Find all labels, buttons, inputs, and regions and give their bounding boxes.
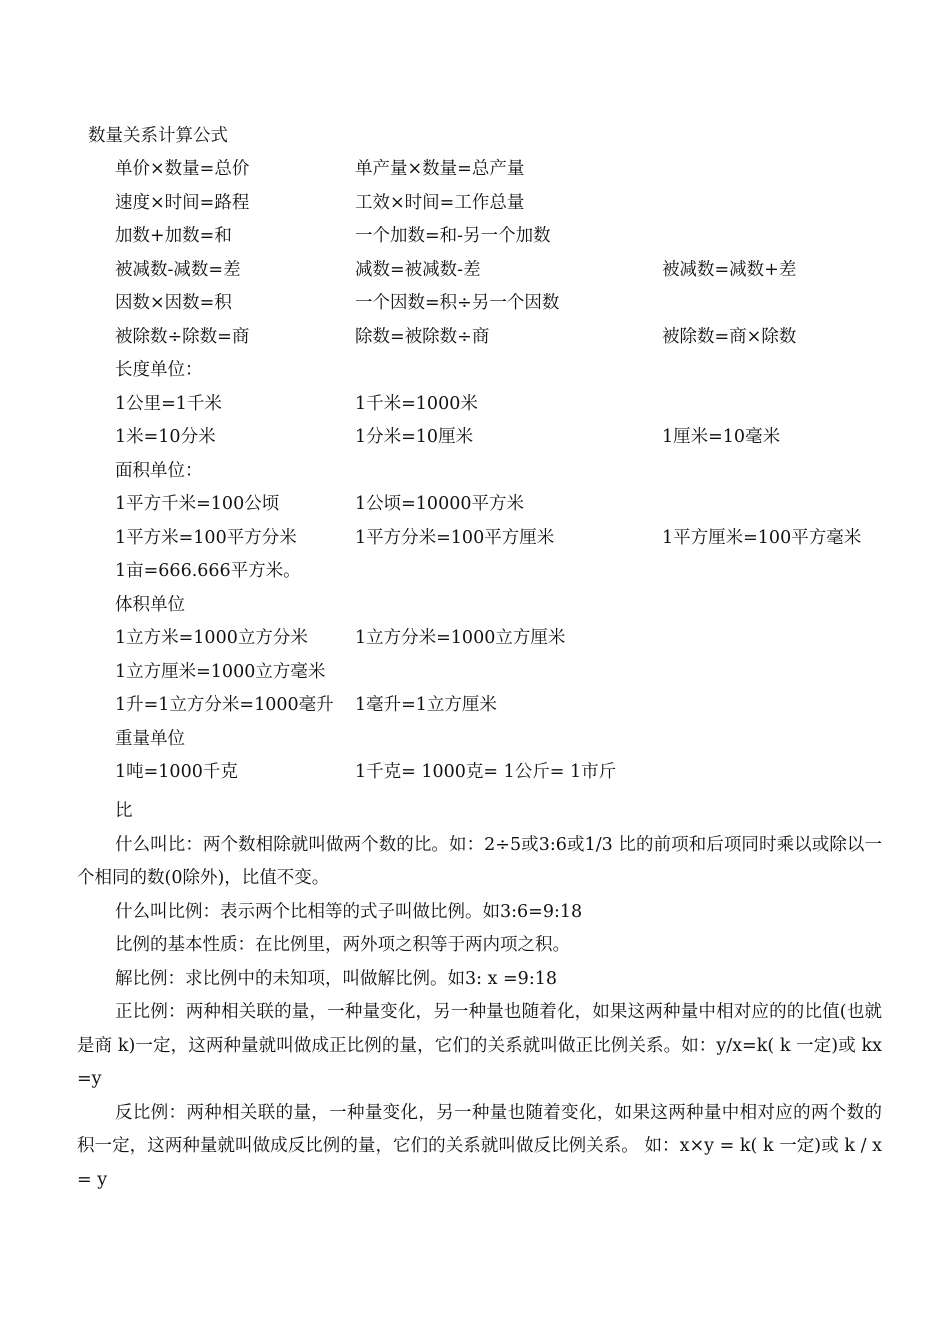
paragraph-direct-proportion: 正比例：两种相关联的量，一种量变化，另一种量也随着化，如果这两种量中相对应的的比值(也就是商 k)一定，这两种量就叫做成正比例的量，它们的关系就叫做正比例关系。如：y/x=k( k 一定)或 kx=y	[77, 1002, 882, 1089]
section-heading: 长度单位：	[115, 360, 203, 380]
section-heading-ratio: 比	[115, 801, 133, 821]
formula-cell: 一个加数=和-另一个加数	[355, 226, 551, 246]
section-heading-row	[0, 593, 950, 627]
formula-cell: 除数=被除数÷商	[355, 326, 490, 347]
paragraph-proportion-property: 比例的基本性质：在比例里，两外项之积等于两内项之积。	[115, 935, 570, 955]
formula-cell: 1平方厘米=100平方毫米	[662, 527, 862, 548]
formula-row	[0, 526, 950, 560]
formula-row	[0, 626, 950, 660]
formula-cell: 1米=10分米	[115, 427, 216, 447]
formula-cell: 1立方厘米=1000立方毫米	[115, 661, 326, 682]
formula-row	[0, 425, 950, 459]
formula-row	[0, 291, 950, 325]
section-heading-row	[0, 459, 950, 493]
formula-cell: 单产量×数量=总产量	[355, 159, 525, 179]
formula-cell: 1立方米=1000立方分米	[115, 628, 308, 648]
formula-cell: 1吨=1000千克	[115, 762, 238, 782]
paragraph-proportion-definition: 什么叫比例：表示两个比相等的式子叫做比例。如3:6=9:18	[115, 901, 583, 922]
formula-row	[0, 660, 950, 694]
formula-cell: 被减数=减数+差	[662, 259, 797, 280]
formula-cell: 加数+加数=和	[115, 226, 232, 246]
formula-cell: 1公里=1千米	[115, 393, 222, 414]
section-heading: 体积单位	[115, 594, 185, 615]
section-heading: 面积单位：	[115, 460, 203, 481]
formula-cell: 被减数-减数=差	[115, 259, 241, 280]
paragraph-inverse-proportion: 反比例：两种相关联的量，一种量变化，另一种量也随着变化，如果这两种量中相对应的两个数的积一定，这两种量就叫做成反比例的量，它们的关系就叫做反比例关系。 如：x×y = k( k 一定)或 k / x = y	[77, 1102, 882, 1190]
section-heading-row	[0, 727, 950, 761]
section-heading: 重量单位	[115, 728, 185, 749]
formula-cell: 1亩=666.666平方米。	[115, 561, 301, 581]
formula-cell: 1公顷=10000平方米	[355, 494, 524, 514]
section-heading-row	[0, 358, 950, 392]
formula-cell: 减数=被减数-差	[355, 259, 481, 280]
formula-row	[0, 258, 950, 292]
formula-cell: 速度×时间=路程	[115, 192, 250, 213]
formula-row	[0, 693, 950, 727]
formula-cell: 被除数=商×除数	[662, 326, 797, 347]
formula-cell: 因数×因数=积	[115, 293, 232, 313]
formula-cell: 1千克= 1000克= 1公斤= 1市斤	[355, 762, 617, 782]
formula-row	[0, 191, 950, 225]
formula-row	[0, 392, 950, 426]
formula-cell: 1升=1立方分米=1000毫升	[115, 695, 334, 715]
formula-cell: 工效×时间=工作总量	[355, 192, 525, 213]
formula-table	[0, 157, 950, 794]
formula-cell: 1立方分米=1000立方厘米	[355, 628, 566, 648]
formula-row	[0, 325, 950, 359]
ratio-section	[0, 795, 950, 1197]
formula-cell: 单价×数量=总价	[115, 159, 250, 179]
formula-cell: 1毫升=1立方厘米	[355, 695, 497, 715]
formula-row	[0, 492, 950, 526]
formula-cell: 1平方分米=100平方厘米	[355, 527, 555, 548]
formula-row	[0, 760, 950, 794]
formula-cell: 1分米=10厘米	[355, 427, 474, 447]
formula-row	[0, 559, 950, 593]
formula-cell: 被除数÷除数=商	[115, 326, 250, 347]
document-title: 数量关系计算公式	[88, 126, 228, 146]
formula-cell: 一个因数=积÷另一个因数	[355, 293, 560, 313]
formula-cell: 1平方米=100平方分米	[115, 527, 297, 548]
formula-cell: 1千米=1000米	[355, 393, 478, 414]
paragraph-ratio-definition: 什么叫比：两个数相除就叫做两个数的比。如：2÷5或3:6或1/3 比的前项和后项同时乘以或除以一个相同的数(0除外)，比值不变。	[77, 834, 882, 888]
formula-cell: 1厘米=10毫米	[662, 427, 781, 447]
formula-row	[0, 224, 950, 258]
formula-cell: 1平方千米=100公顷	[115, 494, 280, 514]
paragraph-solve-proportion: 解比例：求比例中的未知项，叫做解比例。如3: x =9:18	[115, 968, 557, 989]
formula-row	[0, 157, 950, 191]
